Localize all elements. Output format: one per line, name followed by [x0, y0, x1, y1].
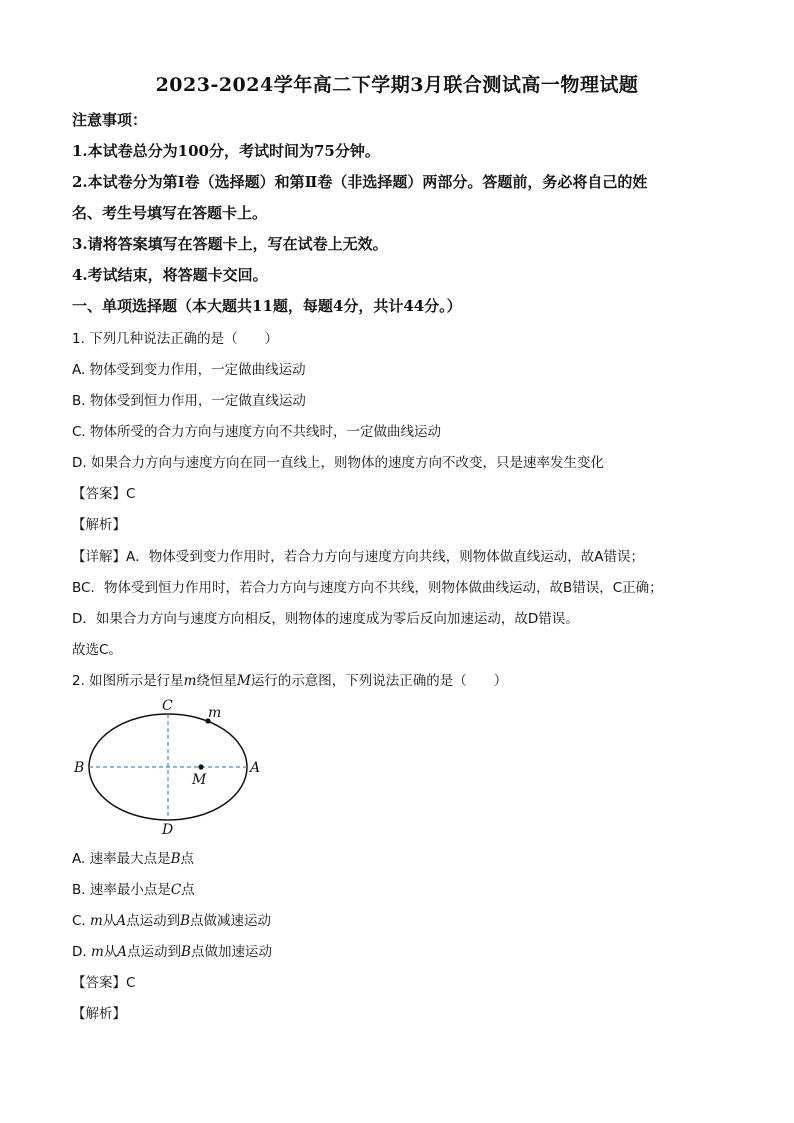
opt-var: B: [180, 913, 190, 929]
q2-option-d: [72, 940, 272, 960]
opt-text: 点做减速运动: [190, 913, 271, 929]
q2-stem: [72, 669, 507, 689]
opt-text: D.: [72, 944, 91, 960]
q1-detail-a: [72, 545, 644, 565]
q1-stem: 1. 下列几种说法正确的是（ ）: [72, 331, 279, 347]
q2-option-a: [72, 847, 194, 867]
q2-stem-post: 运行的示意图，下列说法正确的是（ ）: [250, 673, 508, 689]
opt-var: A: [117, 944, 128, 960]
answer-value: C: [126, 486, 136, 502]
q2-stem-pre: 2. 如图所示是行星: [72, 673, 184, 689]
opt-var: C: [170, 882, 182, 898]
opt-text: 点: [181, 882, 195, 898]
notice-item-2: 2.本试卷分为第Ⅰ卷（选择题）和第Ⅱ卷（非选择题）两部分。答题前，务必将自己的姓: [72, 173, 648, 191]
opt-text: B. 速率最小点是: [72, 882, 171, 898]
q2-answer: [72, 971, 135, 991]
notice-item-4: 4.考试结束，将答题卡交回。: [72, 266, 268, 284]
q1-detail-bc: BC．物体受到恒力作用时，若合力方向与速度方向不共线，则物体做曲线运动，故B错误，C正确；: [72, 580, 663, 596]
label-B: B: [74, 760, 85, 776]
opt-var: B: [170, 851, 181, 867]
detail-tag: 【详解】: [72, 549, 126, 565]
q1-analysis-tag: 【解析】: [72, 517, 126, 533]
orbit-diagram: [60, 695, 280, 843]
opt-text: 从: [103, 944, 118, 960]
q2-var-m: m: [183, 673, 197, 689]
notice-item-2-cont: 名、考生号填写在答题卡上。: [72, 204, 268, 222]
q2-option-b: [72, 878, 195, 898]
opt-text: 点运动到: [127, 944, 182, 960]
q2-analysis-tag: 【解析】: [72, 1006, 126, 1022]
notice-item-3: 3.请将答案填写在答题卡上，写在试卷上无效。: [72, 235, 388, 253]
q1-option-a: A. 物体受到变力作用，一定做曲线运动: [72, 362, 306, 378]
q1-option-c: C. 物体所受的合力方向与速度方向不共线时，一定做曲线运动: [72, 424, 442, 440]
opt-var: B: [181, 944, 191, 960]
opt-text: 从: [102, 913, 117, 929]
label-m: m: [208, 705, 222, 721]
notice-heading: 注意事项：: [72, 111, 148, 129]
label-D: D: [162, 822, 174, 838]
label-M: M: [192, 772, 207, 788]
opt-var: m: [90, 944, 104, 960]
opt-var: A: [116, 913, 127, 929]
answer-value: C: [126, 975, 136, 991]
opt-var: m: [90, 913, 103, 929]
notice-item-1: 1.本试卷总分为100分，考试时间为75分钟。: [72, 142, 380, 160]
opt-text: 点运动到: [126, 913, 181, 929]
detail-text: A．物体受到变力作用时，若合力方向与速度方向共线，则物体做直线运动，故A错误；: [126, 549, 644, 565]
label-C: C: [162, 698, 173, 714]
q1-detail-d: D．如果合力方向与速度方向相反，则物体的速度成为零后反向加速运动，故D错误。: [72, 611, 579, 627]
q2-option-c: [72, 909, 271, 929]
opt-text: C.: [72, 913, 91, 929]
section-heading: 一、单项选择题（本大题共11题，每题4分，共计44分。）: [72, 297, 462, 315]
opt-text: 点: [180, 851, 195, 867]
exam-title: 2023-2024学年高二下学期3月联合测试高一物理试题: [155, 74, 639, 96]
opt-text: A. 速率最大点是: [72, 851, 171, 867]
q1-conclusion: 故选C。: [72, 642, 122, 658]
q2-var-M: M: [236, 673, 251, 689]
answer-tag: 【答案】: [72, 486, 126, 502]
opt-text: 点做加速运动: [190, 944, 272, 960]
q1-option-b: B. 物体受到恒力作用，一定做直线运动: [72, 393, 306, 409]
q1-option-d: D. 如果合力方向与速度方向在同一直线上，则物体的速度方向不改变，只是速率发生变化: [72, 455, 604, 471]
label-A: A: [250, 760, 261, 776]
star-M-dot: [198, 764, 203, 769]
q1-answer: [72, 482, 135, 502]
q2-stem-mid: 绕恒星: [196, 673, 237, 689]
answer-tag: 【答案】: [72, 975, 126, 991]
